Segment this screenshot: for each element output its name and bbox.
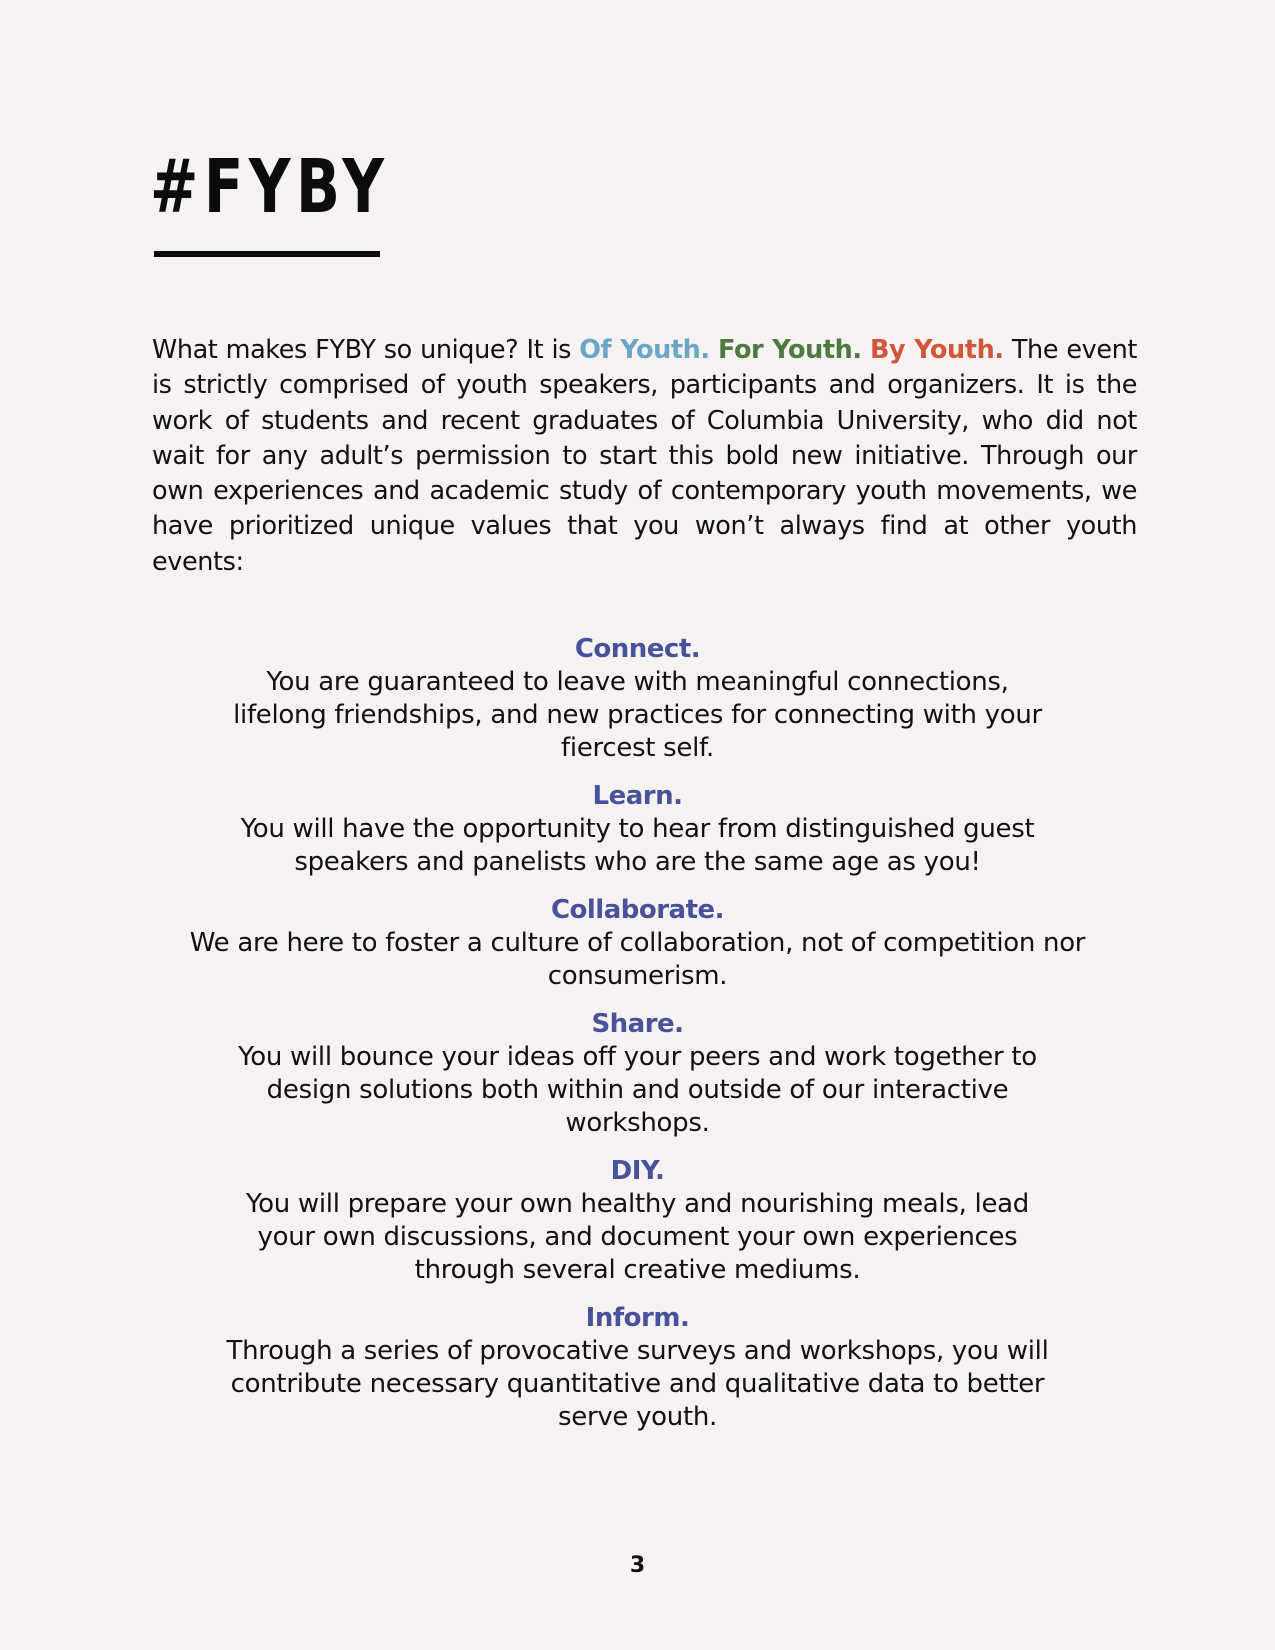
value-title: Connect. <box>574 634 701 664</box>
value-learn <box>160 779 1115 879</box>
title-underline <box>154 251 380 257</box>
value-description: You will prepare your own healthy and nourishing meals, lead your own discussions, and document your own experiences through several creative mediums. <box>246 1189 1029 1285</box>
value-collaborate <box>160 893 1115 993</box>
intro-paragraph <box>152 333 1137 580</box>
page-number: 3 <box>629 1553 646 1578</box>
value-title: Learn. <box>592 781 683 811</box>
value-title: DIY. <box>610 1156 665 1186</box>
value-description: You will have the opportunity to hear from distinguished guest speakers and panelists who are the same age as you! <box>240 814 1035 877</box>
values-list <box>160 632 1115 1448</box>
value-connect <box>160 632 1115 765</box>
value-diy <box>160 1154 1115 1287</box>
value-title: Inform. <box>585 1303 690 1333</box>
value-description: We are here to foster a culture of collaboration, not of competition nor consumerism. <box>189 928 1086 991</box>
of-youth-highlight: Of Youth. <box>579 335 710 365</box>
value-share <box>160 1007 1115 1140</box>
value-description: You are guaranteed to leave with meaningful connections, lifelong friendships, and new practices for connecting with your fiercest self. <box>233 667 1042 763</box>
for-youth-highlight: For Youth. <box>717 335 862 365</box>
by-youth-highlight: By Youth. <box>869 335 1004 365</box>
intro-body: The event is strictly comprised of youth speakers, participants and organizers. It is the work of students and recent graduates of Columbia University, who did not wait for any adult’s permission to start this bold new initiative. Through our own experiences and academic study of contemporary youth movements, we have prioritized unique values that you won’t always find at other youth events: <box>152 335 1137 577</box>
value-inform <box>160 1301 1115 1434</box>
page-title: #FYBY <box>150 144 390 230</box>
value-title: Share. <box>591 1009 684 1039</box>
value-title: Collaborate. <box>550 895 725 925</box>
value-description: Through a series of provocative surveys and workshops, you will contribute necessary quantitative and qualitative data to better serve youth. <box>226 1336 1049 1432</box>
value-description: You will bounce your ideas off your peers and work together to design solutions both within and outside of our interactive workshops. <box>238 1042 1037 1138</box>
intro-lead: What makes FYBY so unique? It is <box>152 335 580 365</box>
